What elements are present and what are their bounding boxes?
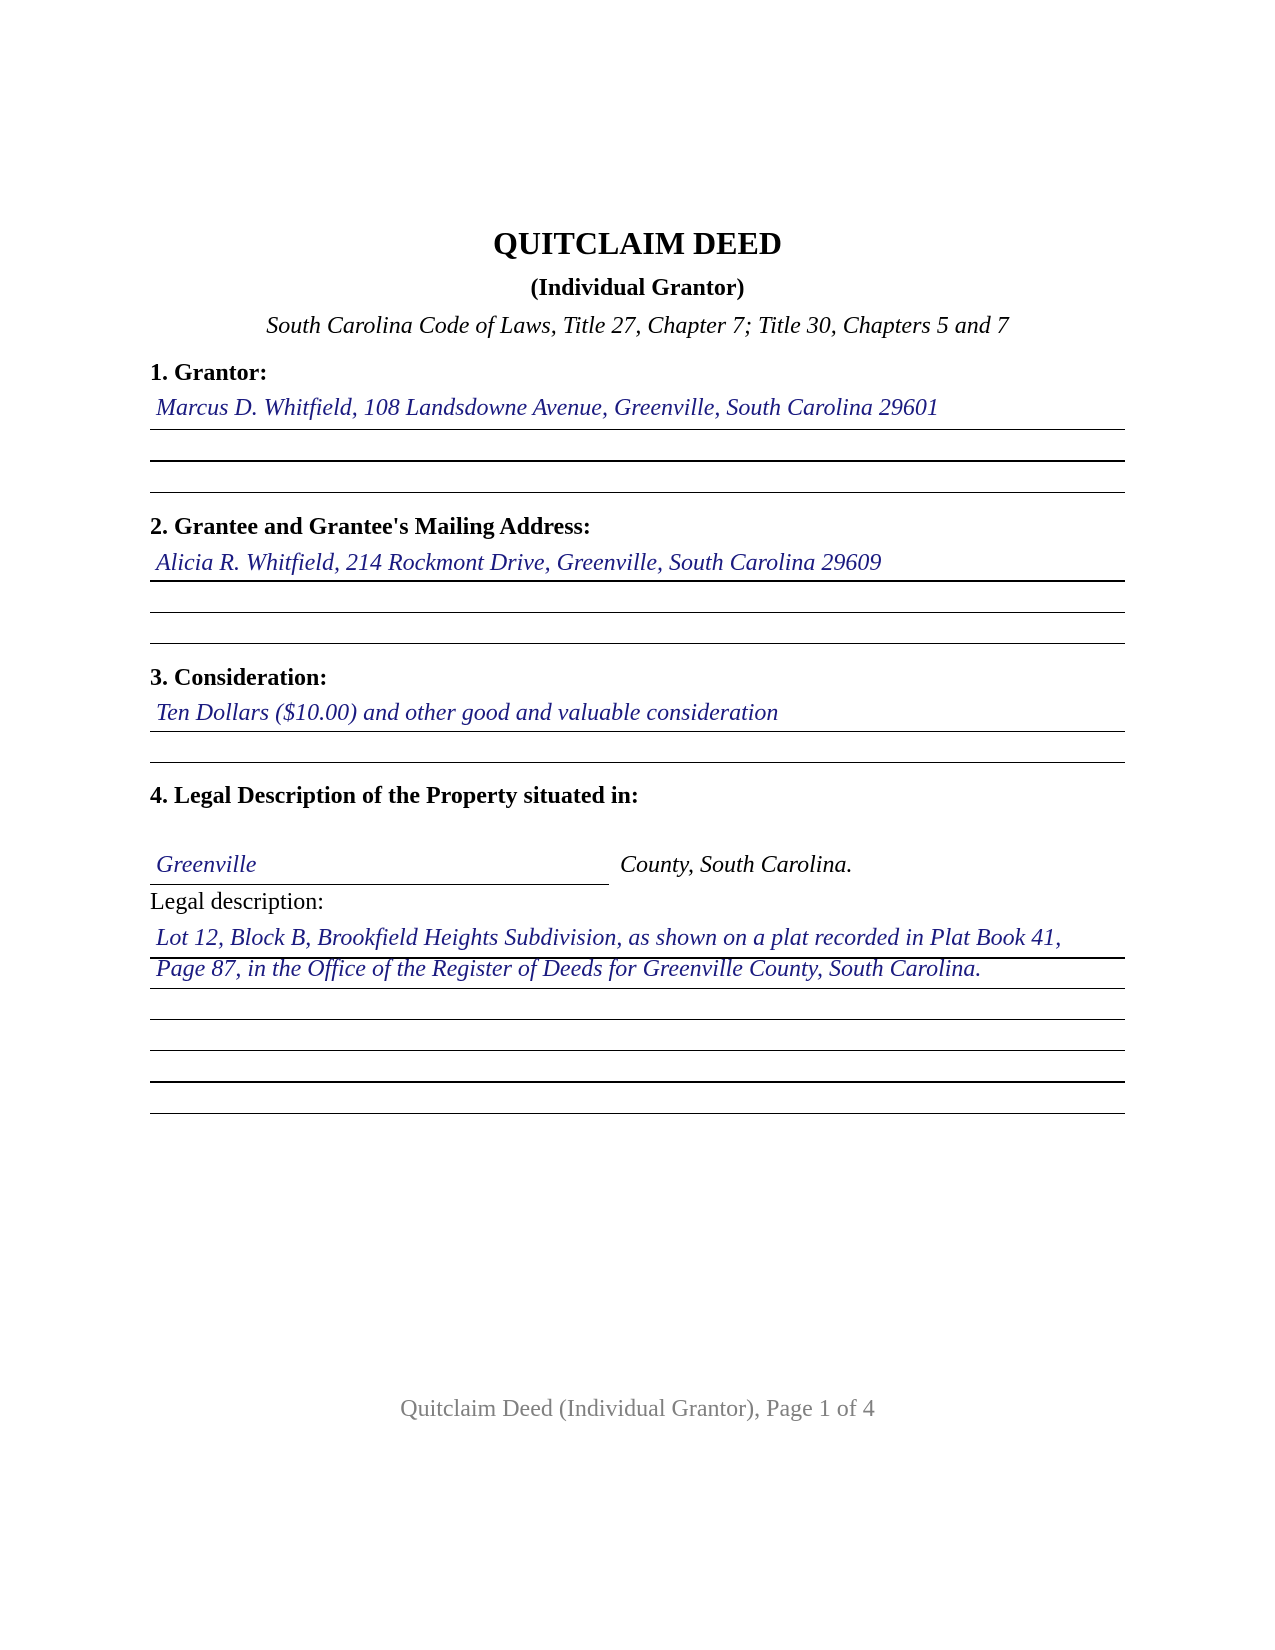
- county-field[interactable]: Greenville: [156, 852, 257, 878]
- consideration-heading: 3. Consideration:: [150, 665, 328, 691]
- grantor-line-3[interactable]: [150, 492, 1125, 493]
- document-title: QUITCLAIM DEED: [493, 225, 782, 261]
- statute-citation: South Carolina Code of Laws, Title 27, Chapter 7; Title 30, Chapters 5 and 7: [266, 313, 1009, 339]
- document-subtitle: (Individual Grantor): [530, 275, 745, 301]
- legal-description-label: Legal description:: [150, 889, 324, 915]
- legal-description-line-4[interactable]: [150, 1050, 1125, 1051]
- legal-description-line-2-text[interactable]: Page 87, in the Office of the Register of Deeds for Greenville County, South Carolina.: [156, 956, 982, 982]
- consideration-line-1: [150, 731, 1125, 732]
- grantee-line-1: [150, 580, 1125, 582]
- county-suffix-label: County, South Carolina.: [620, 852, 853, 878]
- grantor-line-2[interactable]: [150, 460, 1125, 462]
- legal-description-heading: 4. Legal Description of the Property situated in:: [150, 783, 639, 809]
- legal-description-line-5[interactable]: [150, 1081, 1125, 1083]
- grantee-heading: 2. Grantee and Grantee's Mailing Address:: [150, 514, 591, 540]
- grantee-line-3[interactable]: [150, 643, 1125, 644]
- page-footer: Quitclaim Deed (Individual Grantor), Page 1 of 4: [400, 1396, 875, 1422]
- legal-description-line-1-text[interactable]: Lot 12, Block B, Brookfield Heights Subdivision, as shown on a plat recorded in Plat Book 41,: [156, 925, 1062, 951]
- grantor-heading: 1. Grantor:: [150, 360, 268, 386]
- consideration-line-2[interactable]: [150, 762, 1125, 763]
- grantor-line-1: [150, 429, 1125, 430]
- grantee-field[interactable]: Alicia R. Whitfield, 214 Rockmont Drive, Greenville, South Carolina 29609: [156, 550, 882, 576]
- legal-description-line-2: [150, 988, 1125, 989]
- grantee-line-2[interactable]: [150, 612, 1125, 613]
- legal-description-line-3[interactable]: [150, 1019, 1125, 1020]
- county-line: [150, 884, 609, 885]
- grantor-field[interactable]: Marcus D. Whitfield, 108 Landsdowne Avenue, Greenville, South Carolina 29601: [156, 395, 939, 421]
- legal-description-line-6[interactable]: [150, 1113, 1125, 1114]
- consideration-field[interactable]: Ten Dollars ($10.00) and other good and valuable consideration: [156, 700, 779, 726]
